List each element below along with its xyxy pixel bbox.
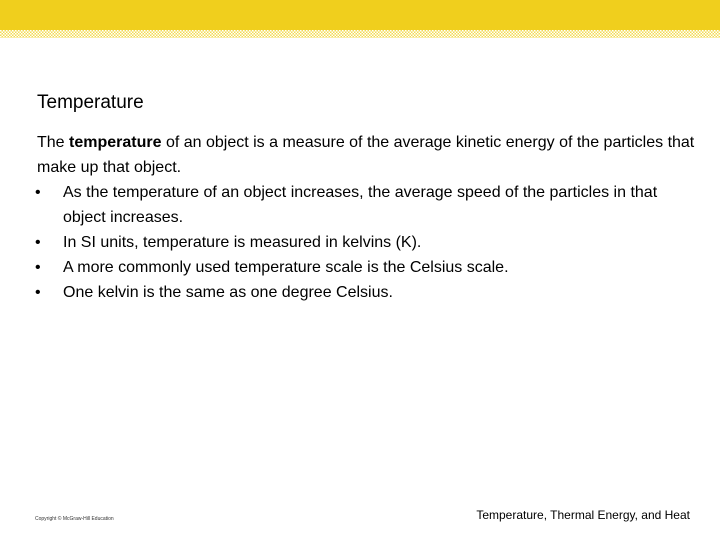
intro-before: The	[37, 134, 70, 151]
bullet-text: A more commonly used temperature scale is the Celsius scale.	[63, 259, 509, 276]
bullet-icon: •	[35, 184, 41, 201]
bullet-item	[37, 255, 697, 280]
bullet-icon: •	[35, 234, 41, 251]
intro-paragraph	[37, 130, 697, 180]
footer-chapter-title: Temperature, Thermal Energy, and Heat	[476, 508, 690, 522]
bullet-item	[37, 230, 697, 255]
bullet-icon: •	[35, 284, 41, 301]
top-banner	[0, 0, 720, 30]
bullet-item	[37, 180, 697, 230]
bullet-text: In SI units, temperature is measured in kelvins (K).	[63, 234, 422, 251]
intro-bold-term: temperature	[69, 134, 162, 151]
bullet-text: As the temperature of an object increases, the average speed of the particles in that object increases.	[63, 184, 658, 226]
bullet-item	[37, 280, 697, 305]
slide-body	[37, 130, 697, 305]
intro-after: of an object is a measure of the average kinetic energy of the particles that make up that object.	[37, 134, 695, 176]
bullet-icon: •	[35, 259, 41, 276]
bullet-list	[37, 180, 697, 305]
bullet-text: One kelvin is the same as one degree Celsius.	[63, 284, 393, 301]
top-banner-dither	[0, 30, 720, 38]
copyright-notice: Copyright © McGraw-Hill Education	[35, 516, 114, 522]
slide-title: Temperature	[37, 92, 144, 113]
